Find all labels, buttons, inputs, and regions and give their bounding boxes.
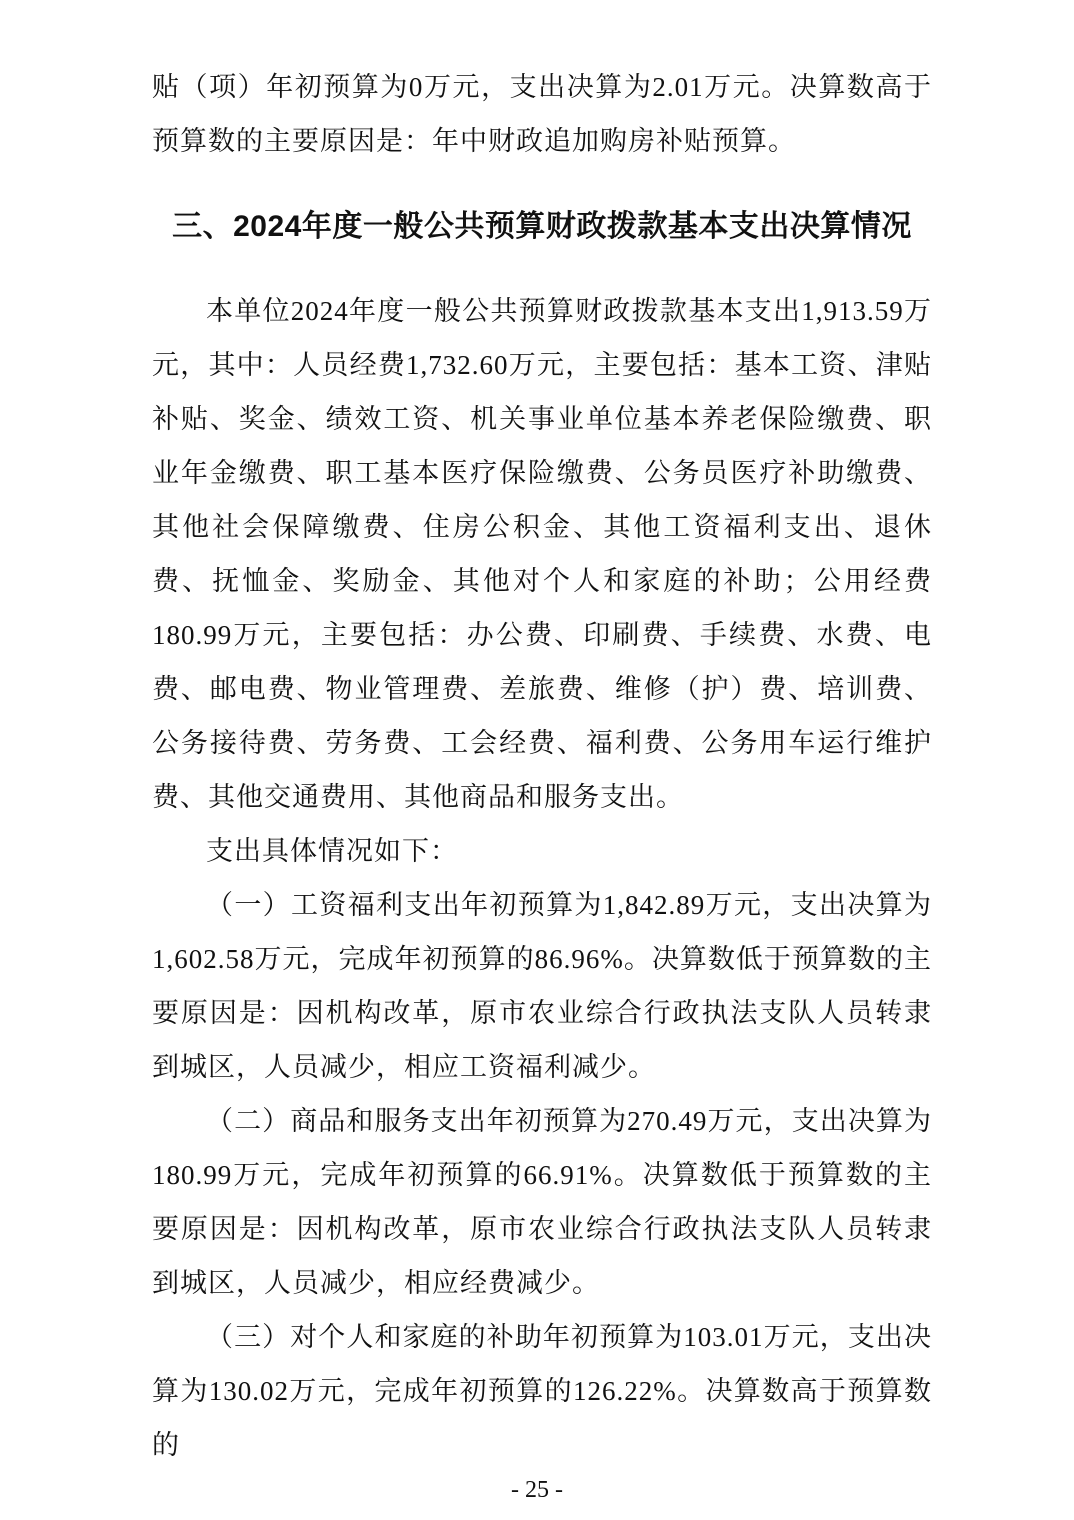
body-paragraph: （一）工资福利支出年初预算为1,842.89万元，支出决算为1,602.58万元，完成年初预算的86.96%。决算数低于预算数的主要原因是：因机构改革，原市农业综合行政执法支队人员转隶到城区，人员减少，相应工资福利减少。 xyxy=(152,890,932,1082)
body-paragraph: （二）商品和服务支出年初预算为270.49万元，支出决算为180.99万元，完成年初预算的66.91%。决算数低于预算数的主要原因是：因机构改革，原市农业综合行政执法支队人员转隶到城区，人员减少，相应经费减少。 xyxy=(152,1106,932,1298)
section-heading: 三、2024年度一般公共预算财政拨款基本支出决算情况 xyxy=(172,210,912,243)
body-paragraph: （三）对个人和家庭的补助年初预算为103.01万元，支出决算为130.02万元，完成年初预算的126.22%。决算数高于预算数的 xyxy=(152,1322,932,1460)
document-body xyxy=(152,60,932,1472)
body-paragraph: 支出具体情况如下： xyxy=(206,836,458,866)
body-paragraph: 本单位2024年度一般公共预算财政拨款基本支出1,913.59万元，其中：人员经费1,732.60万元，主要包括：基本工资、津贴补贴、奖金、绩效工资、机关事业单位基本养老保险缴费、职业年金缴费、职工基本医疗保险缴费、公务员医疗补助缴费、其他社会保障缴费、住房公积金、其他工资福利支出、退休费、抚恤金、奖励金、其他对个人和家庭的补助；公用经费180.99万元，主要包括：办公费、印刷费、手续费、水费、电费、邮电费、物业管理费、差旅费、维修（护）费、培训费、公务接待费、劳务费、工会经费、福利费、公务用车运行维护费、其他交通费用、其他商品和服务支出。 xyxy=(152,296,932,812)
page-number: - 25 - xyxy=(511,1477,563,1503)
continuation-paragraph: 贴（项）年初预算为0万元，支出决算为2.01万元。决算数高于预算数的主要原因是：年中财政追加购房补贴预算。 xyxy=(152,72,932,156)
